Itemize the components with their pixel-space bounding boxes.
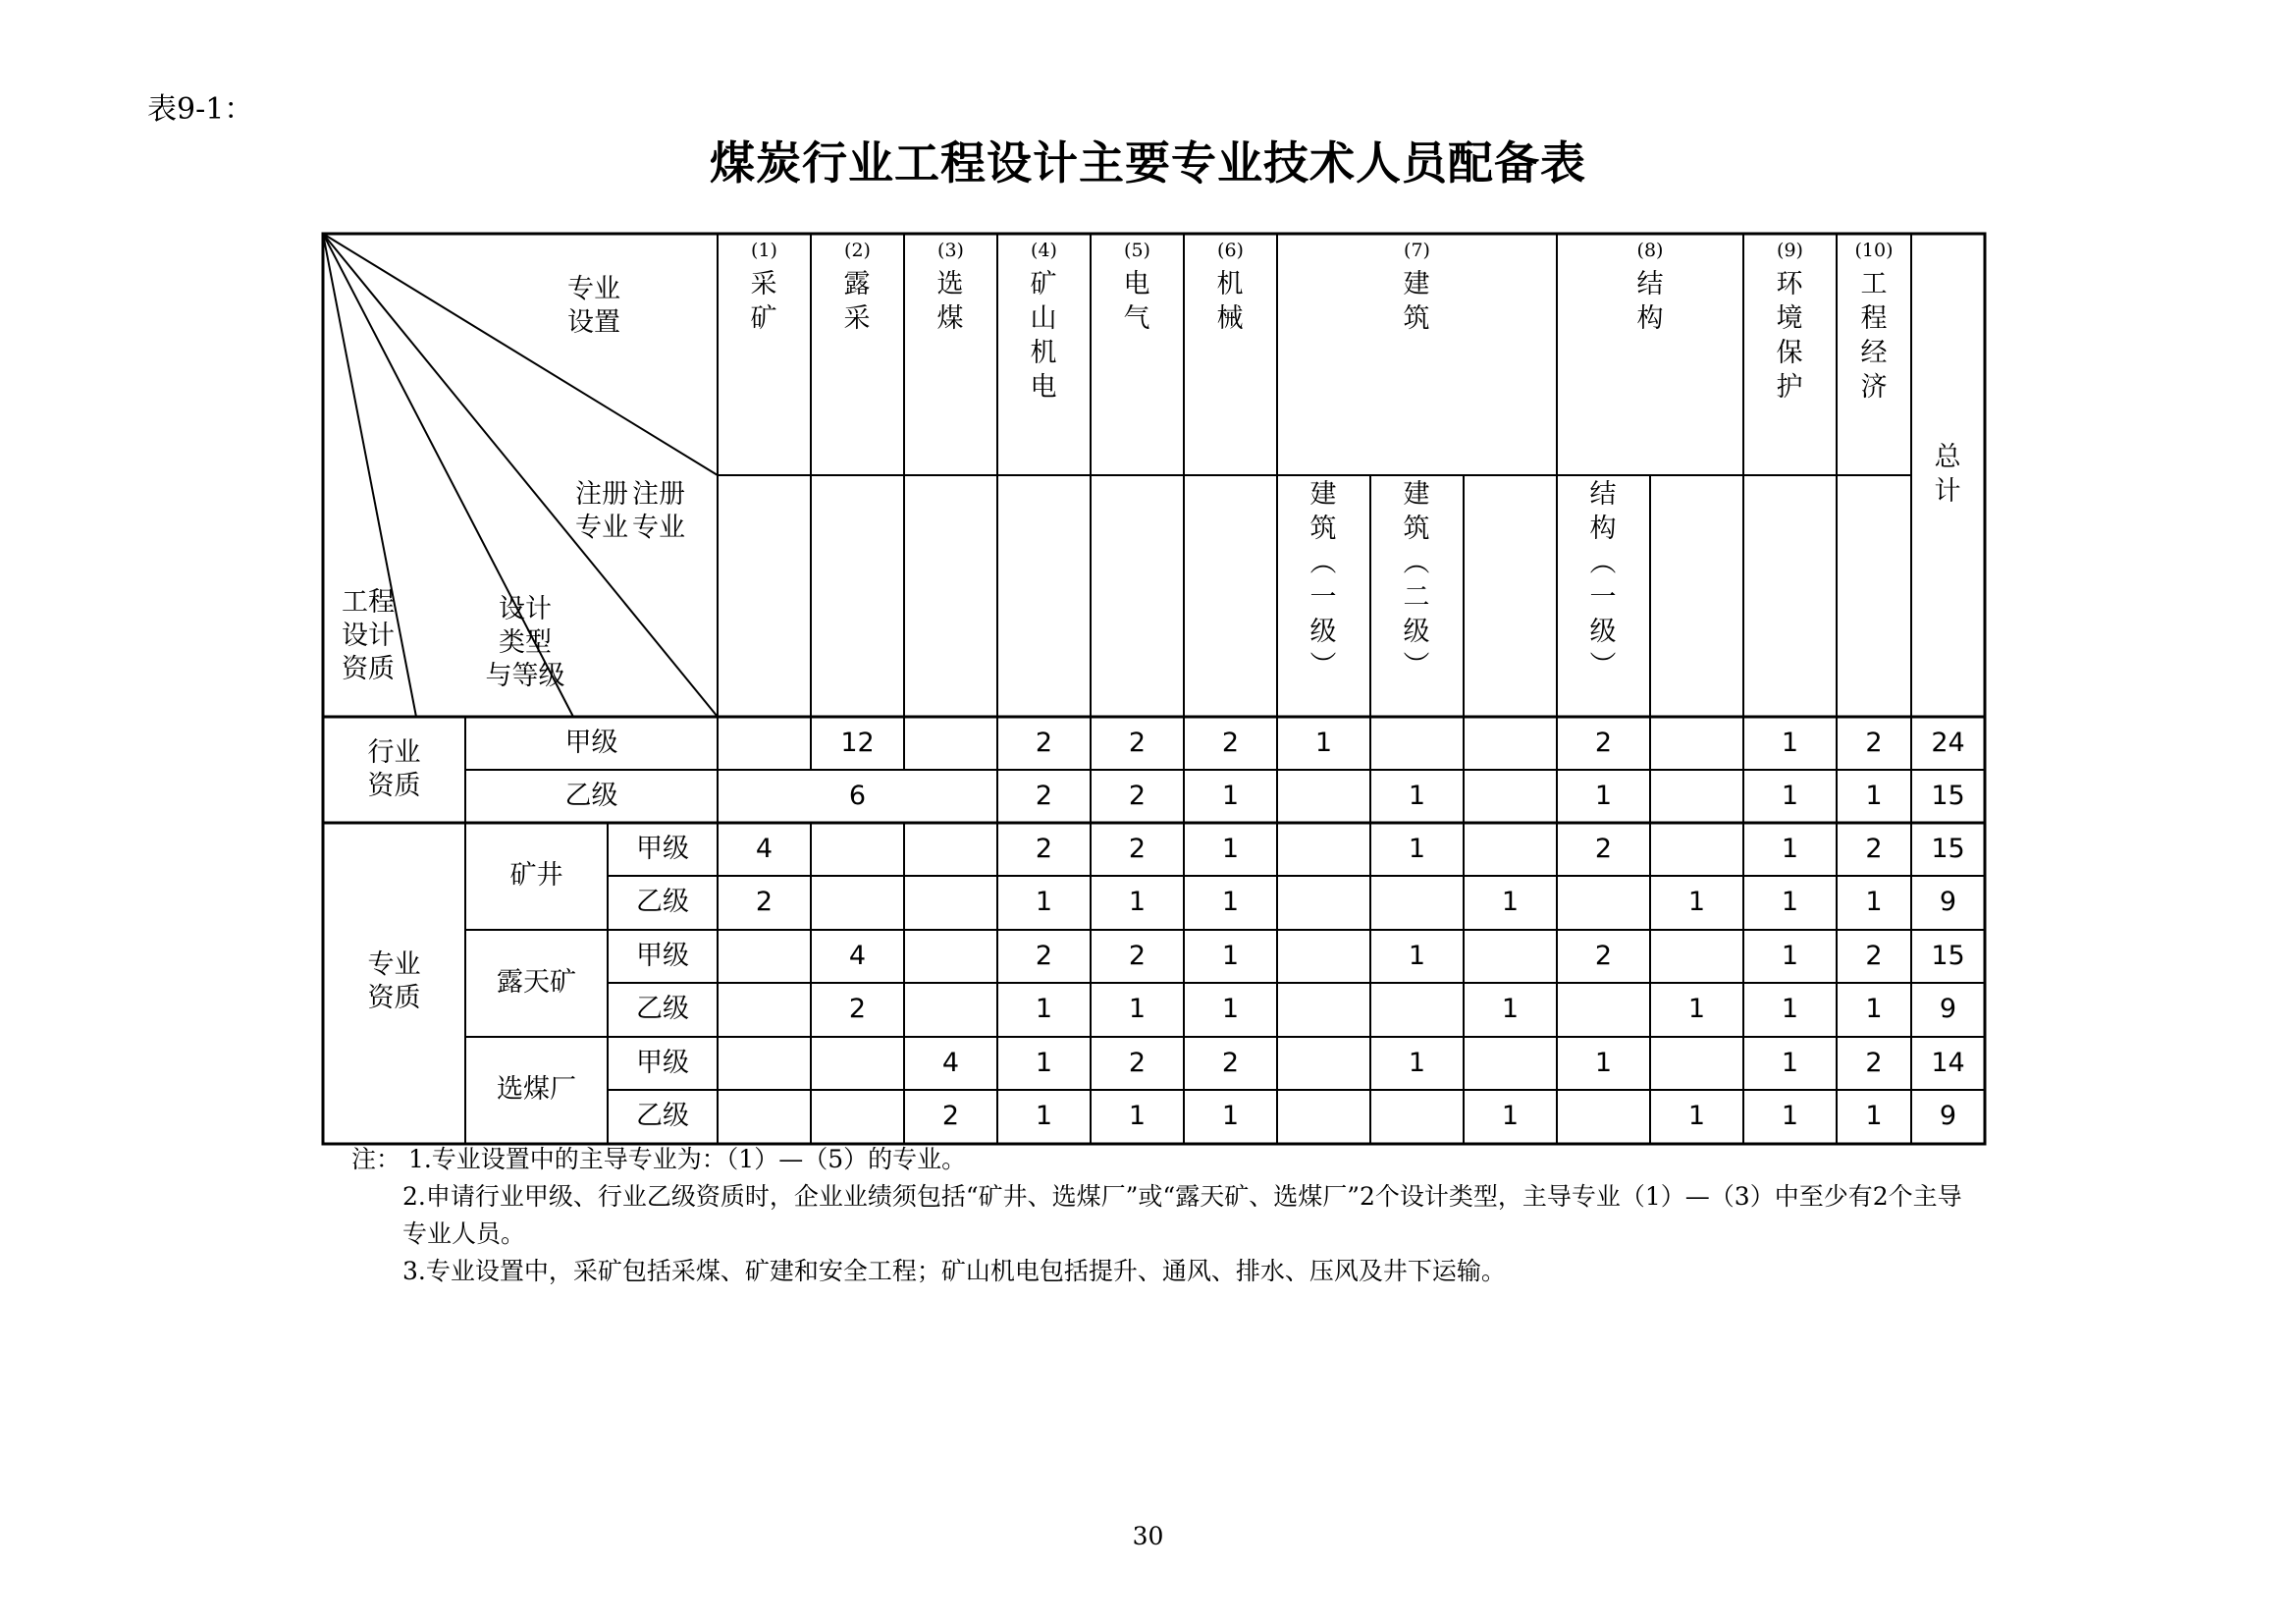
corner-label-zhuce-zhuanye-1: 注册 专业 [575, 479, 628, 543]
table-cell: 1 [1221, 781, 1240, 811]
major-number: (2) [844, 240, 871, 261]
table-cell: 1 [1221, 887, 1240, 917]
table-cell: 1 [1781, 1048, 1799, 1078]
table-cell: 2 [755, 887, 774, 917]
table-cell [1557, 876, 1650, 929]
major-number: (7) [1404, 240, 1430, 261]
table-cell [1650, 823, 1743, 876]
table-cell: 2 [1035, 941, 1053, 971]
table-cell [1277, 983, 1370, 1036]
corner-label-gongcheng-sheji-zizhi: 工程 设计 资质 [342, 587, 395, 684]
table-cell-merged: 6 [848, 781, 867, 811]
table-cell: 1 [1687, 1101, 1706, 1131]
table-cell [1277, 1090, 1370, 1143]
major-number: (10) [1854, 240, 1894, 261]
grade-label: 甲级 [636, 1048, 689, 1078]
table-cell: 2 [1865, 1048, 1883, 1078]
major-number: (8) [1636, 240, 1664, 261]
grade-label: 乙级 [636, 887, 689, 917]
table-cell: 4 [941, 1048, 960, 1078]
table-cell: 1 [1408, 941, 1426, 971]
table-cell: 1 [1128, 994, 1147, 1024]
table-cell: 2 [1594, 834, 1613, 864]
note-item: 注： 1.专业设置中的主导专业为：（1）—（5）的专业。 [351, 1145, 967, 1173]
corner-label-sheji-leixing: 设计 类型 与等级 [485, 594, 565, 691]
table-cell [1370, 983, 1464, 1036]
table-cell: 2 [1128, 834, 1147, 864]
subgroup-label-kuangjing: 矿井 [509, 860, 563, 891]
table-cell-total: 9 [1939, 887, 1957, 917]
table-cell [1370, 1090, 1464, 1143]
note-item: 3.专业设置中，采矿包括采煤、矿建和安全工程；矿山机电包括提升、通风、排水、压风及井下运输。 [402, 1257, 1506, 1285]
table-cell: 2 [1035, 781, 1053, 811]
table-cell: 1 [1594, 781, 1613, 811]
table-cell-total: 15 [1931, 781, 1965, 811]
table-cell: 2 [1128, 781, 1147, 811]
table-cell-total: 14 [1931, 1048, 1965, 1078]
registered-header: 建 筑 ︵ 二 级 ︶ [1403, 479, 1430, 681]
table-cell: 1 [1408, 834, 1426, 864]
table-cell-total: 9 [1939, 1101, 1957, 1131]
major-number: (4) [1031, 240, 1057, 261]
table-cell: 1 [1128, 887, 1147, 917]
page-title: 煤炭行业工程设计主要专业技术人员配备表 [710, 136, 1586, 189]
table-cell [1370, 876, 1464, 929]
subgroup-label-xuanmeichang: 选煤厂 [497, 1074, 576, 1105]
registered-header: 结 构 ︵ 一 级 ︶ [1589, 479, 1617, 681]
note-item: 2.申请行业甲级、行业乙级资质时，企业业绩须包括“矿井、选煤厂”或“露天矿、选煤厂”2个设计类型，主导专业（1）—（3）中至少有2个主导专业人员。 [402, 1182, 1962, 1248]
table-cell: 2 [1035, 728, 1053, 758]
major-number: (5) [1124, 240, 1150, 261]
table-cell: 1 [1501, 1101, 1520, 1131]
table-cell [1557, 983, 1650, 1036]
table-cell: 1 [1781, 1101, 1799, 1131]
subgroup-label-lutiankuang: 露天矿 [497, 967, 576, 998]
table-cell: 1 [1501, 994, 1520, 1024]
table-cell [1277, 1037, 1370, 1090]
table-cell: 2 [1865, 834, 1883, 864]
table-cell: 2 [1221, 728, 1240, 758]
table-cell [1464, 823, 1557, 876]
table-cell: 2 [1128, 1048, 1147, 1078]
table-cell [904, 983, 997, 1036]
table-cell: 1 [1687, 994, 1706, 1024]
major-name: 工 程 经 济 [1860, 269, 1888, 403]
table-cell: 1 [1865, 781, 1883, 811]
table-cell: 1 [1408, 1048, 1426, 1078]
major-name: 采 矿 [750, 269, 777, 334]
table-cell: 1 [1035, 887, 1053, 917]
major-name: 建 筑 [1403, 269, 1430, 334]
major-name: 矿 山 机 电 [1030, 269, 1057, 403]
table-cell: 2 [941, 1101, 960, 1131]
grade-label: 甲级 [564, 728, 618, 758]
table-cell: 1 [1865, 994, 1883, 1024]
table-cell: 2 [848, 994, 867, 1024]
major-name: 结 构 [1636, 269, 1664, 334]
table-cell: 1 [1865, 887, 1883, 917]
table-cell: 2 [1128, 941, 1147, 971]
table-cell-total: 9 [1939, 994, 1957, 1024]
grade-label: 乙级 [564, 781, 618, 811]
table-cell: 2 [1865, 728, 1883, 758]
table-cell [718, 930, 811, 983]
table-cell [718, 1037, 811, 1090]
group-label-zhuanye: 专业 资质 [367, 949, 421, 1013]
table-cell [811, 1037, 904, 1090]
grade-label: 乙级 [636, 1101, 689, 1131]
table-cell: 1 [1035, 1048, 1053, 1078]
table-cell: 4 [755, 834, 774, 864]
major-number: (1) [751, 240, 777, 261]
corner-label-zhuce-zhuanye-2: 注册 专业 [632, 479, 685, 543]
table-cell [1650, 717, 1743, 770]
table-caption: 表9-1： [147, 92, 254, 127]
major-name: 电 气 [1123, 269, 1150, 334]
table-cell: 2 [1035, 834, 1053, 864]
table-cell-total: 15 [1931, 941, 1965, 971]
table-cell: 2 [1128, 728, 1147, 758]
table-cell: 1 [1035, 1101, 1053, 1131]
table-cell [1464, 770, 1557, 823]
group-label-hangye: 行业 资质 [367, 737, 421, 801]
major-name: 机 械 [1216, 269, 1244, 334]
total-header: 总 计 [1934, 442, 1961, 507]
table-cell: 4 [848, 941, 867, 971]
table-cell [904, 930, 997, 983]
table-cell: 1 [1781, 781, 1799, 811]
table-cell [1464, 1037, 1557, 1090]
table-cell [1370, 717, 1464, 770]
grade-label: 甲级 [636, 941, 689, 971]
table-cell: 2 [1221, 1048, 1240, 1078]
table-cell: 1 [1314, 728, 1333, 758]
grade-label: 甲级 [636, 834, 689, 864]
table-cell [1464, 717, 1557, 770]
table-cell: 1 [1408, 781, 1426, 811]
table-cell-total: 24 [1931, 728, 1965, 758]
table-cell: 1 [1781, 728, 1799, 758]
table-cell [811, 876, 904, 929]
table-cell [1650, 930, 1743, 983]
table-cell [904, 876, 997, 929]
table-cell: 1 [1221, 994, 1240, 1024]
table-cell: 1 [1221, 1101, 1240, 1131]
table-cell: 1 [1221, 941, 1240, 971]
major-name: 露 采 [843, 269, 871, 334]
table-cell-total: 15 [1931, 834, 1965, 864]
table-cell: 1 [1035, 994, 1053, 1024]
table-cell [1464, 930, 1557, 983]
grade-label: 乙级 [636, 994, 689, 1024]
table-cell: 1 [1687, 887, 1706, 917]
table-cell [1650, 1037, 1743, 1090]
table-cell: 2 [1594, 728, 1613, 758]
major-name: 选 煤 [936, 269, 964, 334]
major-name: 环 境 保 护 [1776, 269, 1803, 403]
table-cell: 1 [1594, 1048, 1613, 1078]
table-cell [811, 823, 904, 876]
major-number: (9) [1777, 240, 1803, 261]
table-cell [718, 983, 811, 1036]
table-cell [1277, 823, 1370, 876]
table-cell [1557, 1090, 1650, 1143]
table-notes [351, 1141, 1983, 1290]
table-cell: 2 [1865, 941, 1883, 971]
table-cell: 1 [1781, 887, 1799, 917]
table-cell: 1 [1781, 994, 1799, 1024]
table-cell [811, 1090, 904, 1143]
table-cell-merged: 12 [840, 728, 875, 758]
table-cell: 1 [1781, 941, 1799, 971]
table-cell: 1 [1501, 887, 1520, 917]
registered-header: 建 筑 ︵ 一 级 ︶ [1309, 479, 1337, 681]
table-cell [904, 823, 997, 876]
table-cell [1277, 930, 1370, 983]
major-number: (6) [1217, 240, 1244, 261]
major-number: (3) [937, 240, 964, 261]
table-cell: 1 [1128, 1101, 1147, 1131]
table-cell: 1 [1865, 1101, 1883, 1131]
page-number: 30 [1132, 1522, 1164, 1550]
table-cell: 1 [1221, 834, 1240, 864]
table-cell [1277, 770, 1370, 823]
table-cell: 2 [1594, 941, 1613, 971]
table-cell: 1 [1781, 834, 1799, 864]
table-cell [718, 1090, 811, 1143]
corner-label-zhuanye-shezhi: 专业 设置 [567, 274, 620, 338]
table-cell [1650, 770, 1743, 823]
table-cell [1277, 876, 1370, 929]
